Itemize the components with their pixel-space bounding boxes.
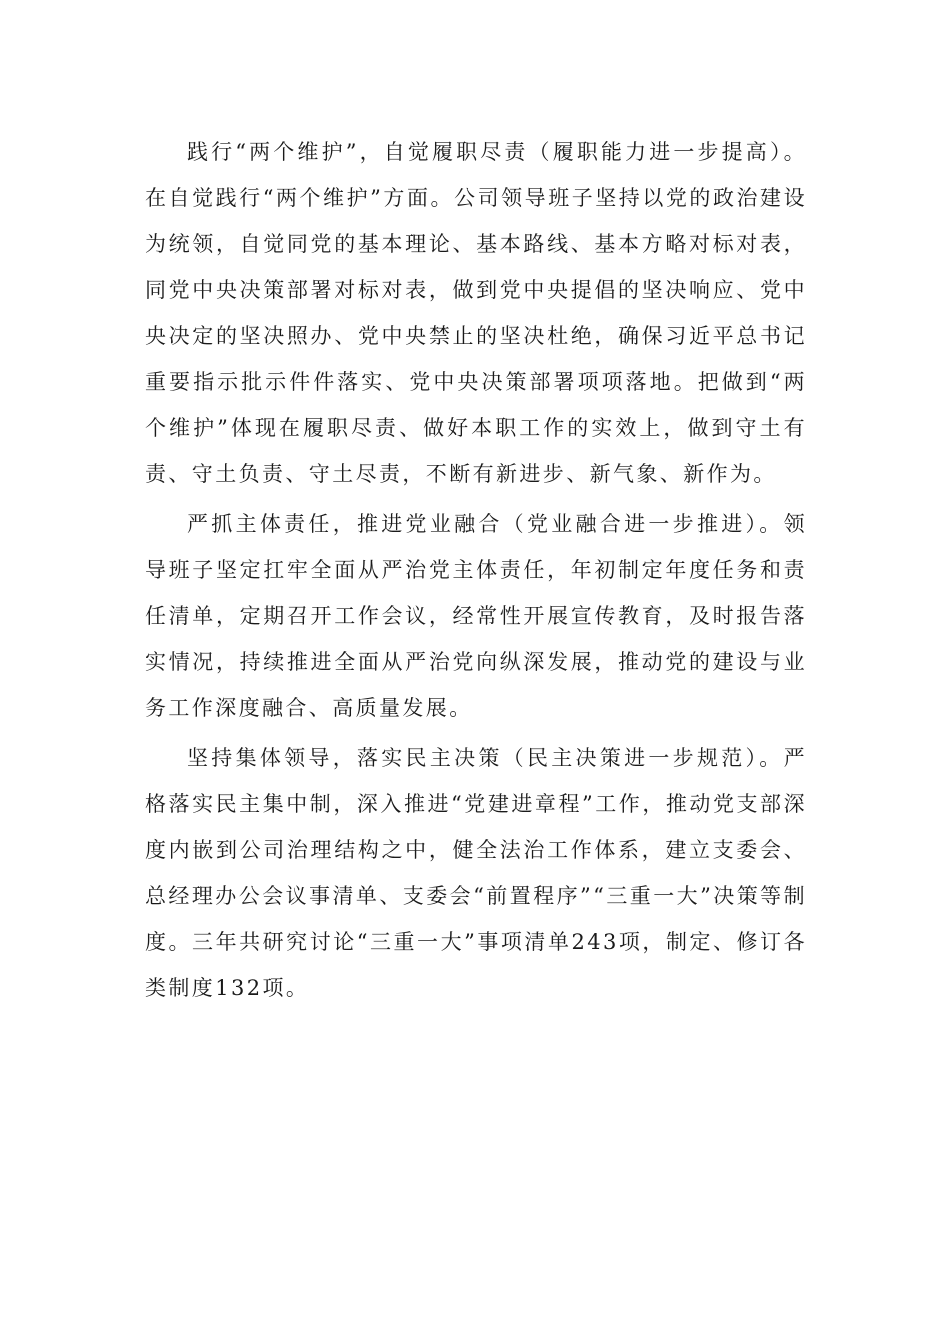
paragraph-democratic-decision: 坚持集体领导，落实民主决策（民主决策进一步规范）。严格落实民主集中制，深入推进“党建进章程”工作，推动党支部深度内嵌到公司治理结构之中，健全法治工作体系，建立支委会、总经理办公会议事清单、支委会“前置程序”“三重一大”决策等制度。三年共研究讨论“三重一大”事项清单243项，制定、修订各类制度132项。 bbox=[145, 746, 807, 1000]
paragraph-two-safeguards: 践行“两个维护”，自觉履职尽责（履职能力进一步提高）。在自觉践行“两个维护”方面。公司领导班子坚持以党的政治建设为统领，自觉同党的基本理论、基本路线、基本方略对标对表，同党中央决策部署对标对表，做到党中央提倡的坚决响应、党中央决定的坚决照办、党中央禁止的坚决杜绝，确保习近平总书记重要指示批示件件落实、党中央决策部署项项落地。把做到“两个维护”体现在履职尽责、做好本职工作的实效上，做到守土有责、守土负责、守土尽责，不断有新进步、新气象、新作为。 bbox=[145, 140, 807, 486]
paragraph-main-responsibility: 严抓主体责任，推进党业融合（党业融合进一步推进）。领导班子坚定扛牢全面从严治党主体责任，年初制定年度任务和责任清单，定期召开工作会议，经常性开展宣传教育，及时报告落实情况，持续推进全面从严治党向纵深发展，推动党的建设与业务工作深度融合、高质量发展。 bbox=[145, 512, 807, 720]
document-body bbox=[145, 129, 807, 1011]
